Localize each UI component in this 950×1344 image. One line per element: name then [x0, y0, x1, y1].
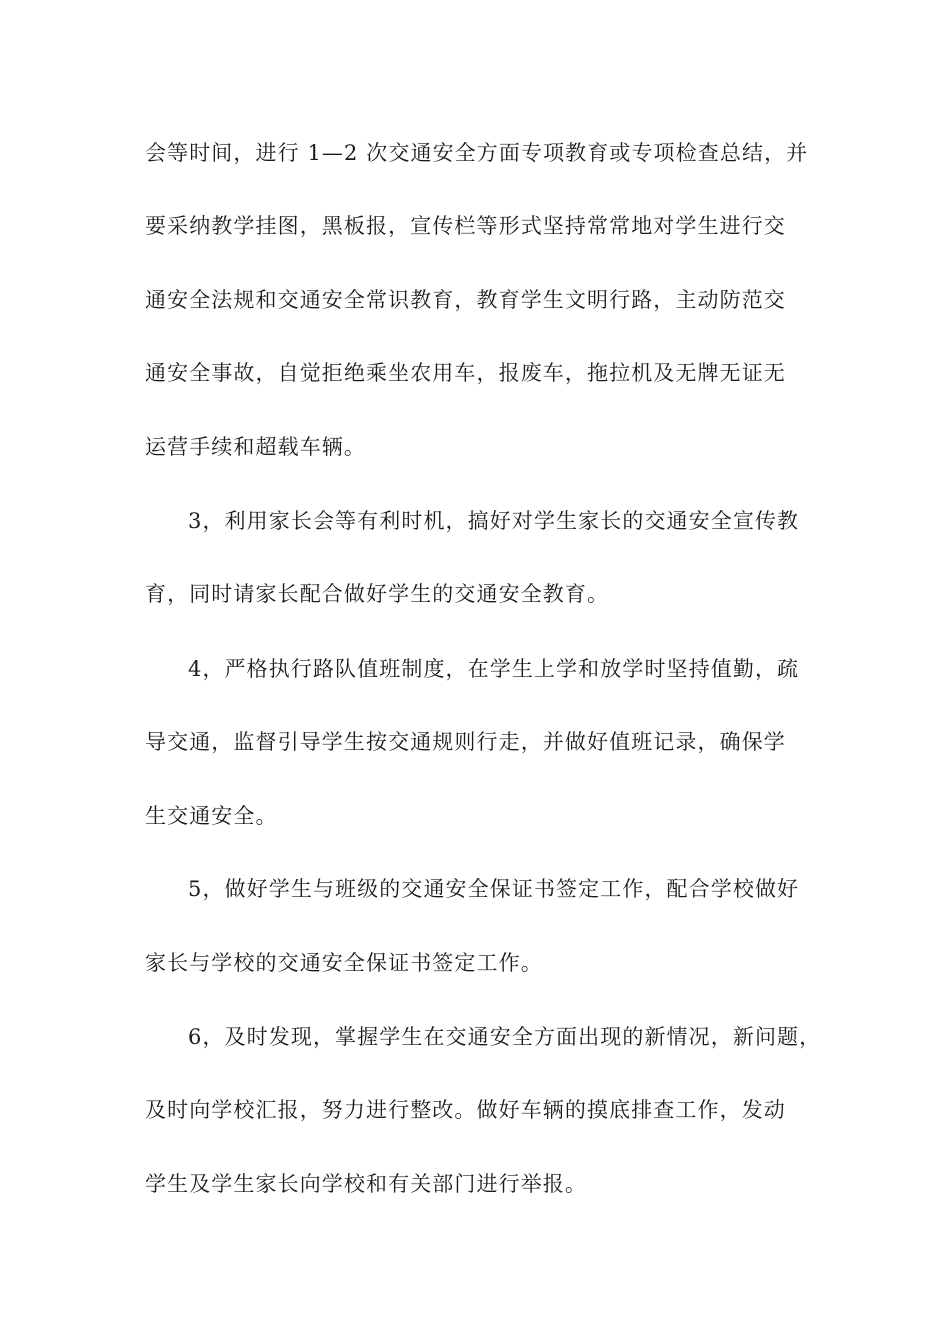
text-line: 生交通安全。: [145, 804, 278, 828]
text-line: 通安全事故，自觉拒绝乘坐农用车，报废车，拖拉机及无牌无证无: [145, 361, 786, 385]
text-line: 学生及学生家长向学校和有关部门进行举报。: [145, 1172, 587, 1196]
paragraph-3-start: 3，利用家长会等有利时机，搞好对学生家长的交通安全宣传教: [188, 509, 800, 533]
text-line: 家长与学校的交通安全保证书签定工作。: [145, 951, 543, 975]
text-line: 及时向学校汇报，努力进行整改。做好车辆的摸底排查工作，发动: [145, 1098, 786, 1122]
text-line: 运营手续和超载车辆。: [145, 435, 366, 459]
text-line: 会等时间，进行 1—2 次交通安全方面专项教育或专项检查总结，并: [145, 141, 809, 165]
text-line: 育，同时请家长配合做好学生的交通安全教育。: [145, 582, 610, 606]
paragraph-5-start: 5，做好学生与班级的交通安全保证书签定工作，配合学校做好: [188, 877, 800, 901]
text-line: 要采纳教学挂图，黑板报，宣传栏等形式坚持常常地对学生进行交: [145, 214, 786, 238]
text-line: 通安全法规和交通安全常识教育，教育学生文明行路，主动防范交: [145, 288, 786, 312]
paragraph-4-start: 4，严格执行路队值班制度，在学生上学和放学时坚持值勤，疏: [188, 657, 800, 681]
paragraph-6-start: 6，及时发现，掌握学生在交通安全方面出现的新情况，新问题，: [188, 1025, 822, 1049]
text-line: 导交通，监督引导学生按交通规则行走，并做好值班记录，确保学: [145, 730, 786, 754]
